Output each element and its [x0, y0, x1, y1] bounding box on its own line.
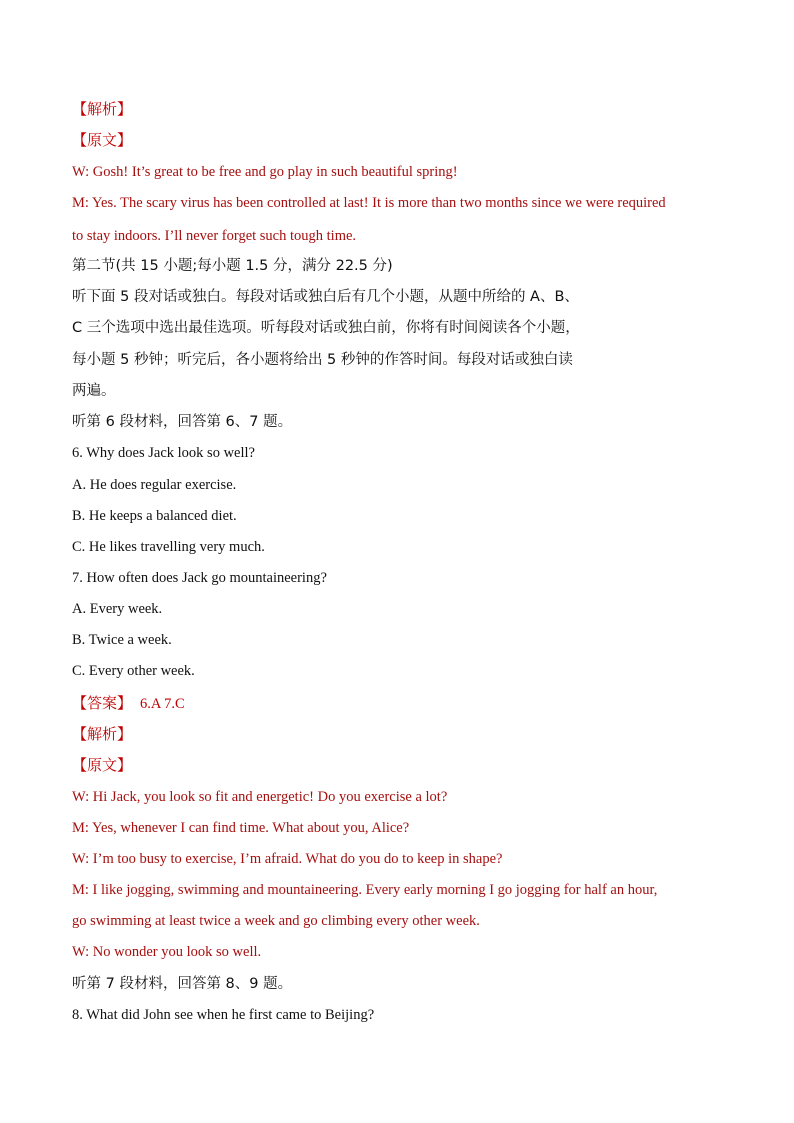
- question-option: B. He keeps a balanced diet.: [72, 508, 237, 524]
- transcript-tag: 【原文】: [72, 131, 133, 149]
- question-option: B. Twice a week.: [72, 632, 172, 648]
- analysis-tag: 【解析】: [72, 725, 133, 743]
- section-heading: 第二节(共 15 小题;每小题 1.5 分，满分 22.5 分): [72, 258, 393, 274]
- transcript-line: W: Gosh! It’s great to be free and go play in such beautiful spring!: [72, 164, 458, 180]
- question-stem: 7. How often does Jack go mountaineering?: [72, 570, 327, 586]
- material-intro: 听第 7 段材料，回答第 8、9 题。: [72, 976, 293, 992]
- transcript-line: W: No wonder you look so well.: [72, 944, 262, 960]
- question-option: C. Every other week.: [72, 663, 195, 679]
- question-stem: 8. What did John see when he first came to Beijing?: [72, 1007, 375, 1023]
- transcript-line: M: I like jogging, swimming and mountaineering. Every early morning I go jogging for half an hour,: [72, 882, 658, 898]
- answer-value: 6.A 7.C: [140, 696, 185, 712]
- question-stem: 6. Why does Jack look so well?: [72, 445, 255, 461]
- transcript-line: M: Yes. The scary virus has been controlled at last! It is more than two months since we were required: [72, 195, 666, 211]
- answer-line: [72, 693, 185, 714]
- instruction-line: 听下面 5 段对话或独白。每段对话或独白后有几个小题，从题中所给的 A、B、: [72, 289, 579, 305]
- question-option: C. He likes travelling very much.: [72, 539, 265, 555]
- transcript-line: to stay indoors. I’ll never forget such tough time.: [72, 228, 357, 244]
- transcript-line: W: Hi Jack, you look so fit and energetic! Do you exercise a lot?: [72, 789, 448, 805]
- answer-tag: 【答案】: [72, 694, 133, 712]
- question-option: A. He does regular exercise.: [72, 477, 237, 493]
- material-intro: 听第 6 段材料，回答第 6、7 题。: [72, 414, 293, 430]
- transcript-line: W: I’m too busy to exercise, I’m afraid. What do you do to keep in shape?: [72, 851, 503, 867]
- analysis-tag: 【解析】: [72, 100, 133, 118]
- instruction-line: 两遍。: [72, 383, 116, 399]
- question-option: A. Every week.: [72, 601, 163, 617]
- transcript-line: go swimming at least twice a week and go climbing every other week.: [72, 913, 480, 929]
- transcript-line: M: Yes, whenever I can find time. What about you, Alice?: [72, 820, 410, 836]
- instruction-line: 每小题 5 秒钟；听完后，各小题将给出 5 秒钟的作答时间。每段对话或独白读: [72, 352, 573, 368]
- transcript-tag: 【原文】: [72, 756, 133, 774]
- instruction-line: C 三个选项中选出最佳选项。听每段对话或独白前，你将有时间阅读各个小题，: [72, 320, 580, 336]
